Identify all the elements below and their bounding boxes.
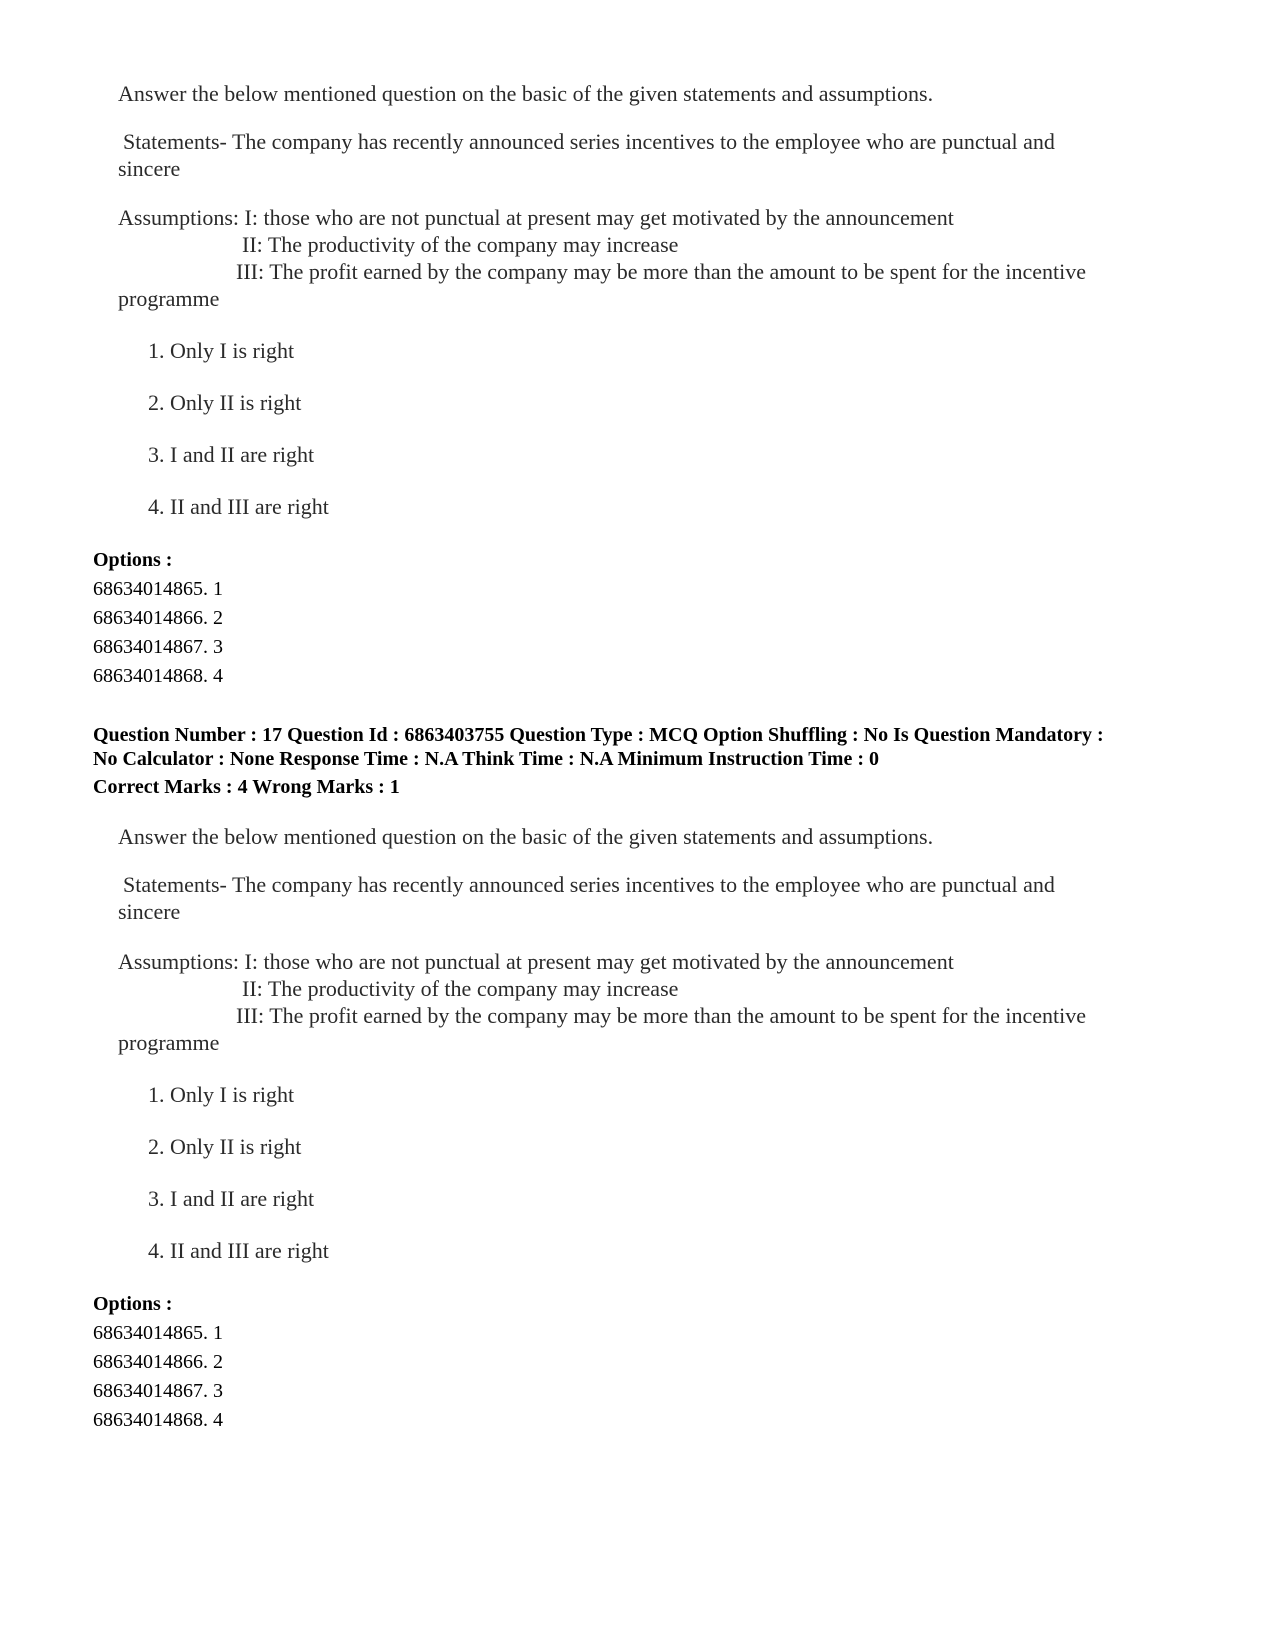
options-list-1 bbox=[93, 546, 223, 691]
question-image-2 bbox=[118, 823, 1178, 1283]
question-meta-line2: No Calculator : None Response Time : N.A Think Time : N.A Minimum Instruction Time : 0 bbox=[93, 748, 879, 770]
choice-3: 3. I and II are right bbox=[148, 442, 315, 467]
option-item: 68634014867. 3 bbox=[93, 1380, 223, 1402]
question-meta bbox=[93, 723, 1223, 799]
choice-4: 4. II and III are right bbox=[148, 494, 329, 519]
question-instruction: Answer the below mentioned question on the basic of the given statements and assumptions. bbox=[118, 824, 934, 849]
question-image-1 bbox=[118, 80, 1178, 540]
question-statement-cont: sincere bbox=[118, 156, 181, 181]
assumption-iii-cont: programme bbox=[118, 286, 220, 311]
option-item: 68634014868. 4 bbox=[93, 665, 223, 687]
assumption-iii: III: The profit earned by the company may be more than the amount to be spent for the incentive bbox=[236, 1003, 1086, 1028]
question-statement: Statements- The company has recently announced series incentives to the employee who are punctual and bbox=[123, 129, 1055, 154]
assumption-iii: III: The profit earned by the company may be more than the amount to be spent for the incentive bbox=[236, 259, 1086, 284]
choice-2: 2. Only II is right bbox=[148, 390, 302, 415]
options-header: Options : bbox=[93, 1293, 173, 1315]
choice-1: 1. Only I is right bbox=[148, 1082, 295, 1107]
question-instruction: Answer the below mentioned question on the basic of the given statements and assumptions. bbox=[118, 81, 934, 106]
question-statement: Statements- The company has recently announced series incentives to the employee who are punctual and bbox=[123, 872, 1055, 897]
assumption-i: Assumptions: I: those who are not punctual at present may get motivated by the announcement bbox=[118, 205, 954, 230]
option-item: 68634014866. 2 bbox=[93, 607, 223, 629]
assumption-iii-cont: programme bbox=[118, 1030, 220, 1055]
option-item: 68634014868. 4 bbox=[93, 1409, 223, 1431]
choice-4: 4. II and III are right bbox=[148, 1238, 329, 1263]
question-statement-cont: sincere bbox=[118, 899, 181, 924]
option-item: 68634014867. 3 bbox=[93, 636, 223, 658]
option-item: 68634014865. 1 bbox=[93, 578, 223, 600]
choice-1: 1. Only I is right bbox=[148, 338, 295, 363]
assumption-ii: II: The productivity of the company may increase bbox=[242, 232, 679, 257]
question-marks: Correct Marks : 4 Wrong Marks : 1 bbox=[93, 776, 400, 798]
options-list-2 bbox=[93, 1290, 223, 1435]
options-header: Options : bbox=[93, 549, 173, 571]
choice-2: 2. Only II is right bbox=[148, 1134, 302, 1159]
option-item: 68634014866. 2 bbox=[93, 1351, 223, 1373]
assumption-i: Assumptions: I: those who are not punctual at present may get motivated by the announcement bbox=[118, 949, 954, 974]
option-item: 68634014865. 1 bbox=[93, 1322, 223, 1344]
assumption-ii: II: The productivity of the company may increase bbox=[242, 976, 679, 1001]
choice-3: 3. I and II are right bbox=[148, 1186, 315, 1211]
question-meta-line1: Question Number : 17 Question Id : 6863403755 Question Type : MCQ Option Shuffling : No Is Question Mandatory : bbox=[93, 724, 1104, 746]
